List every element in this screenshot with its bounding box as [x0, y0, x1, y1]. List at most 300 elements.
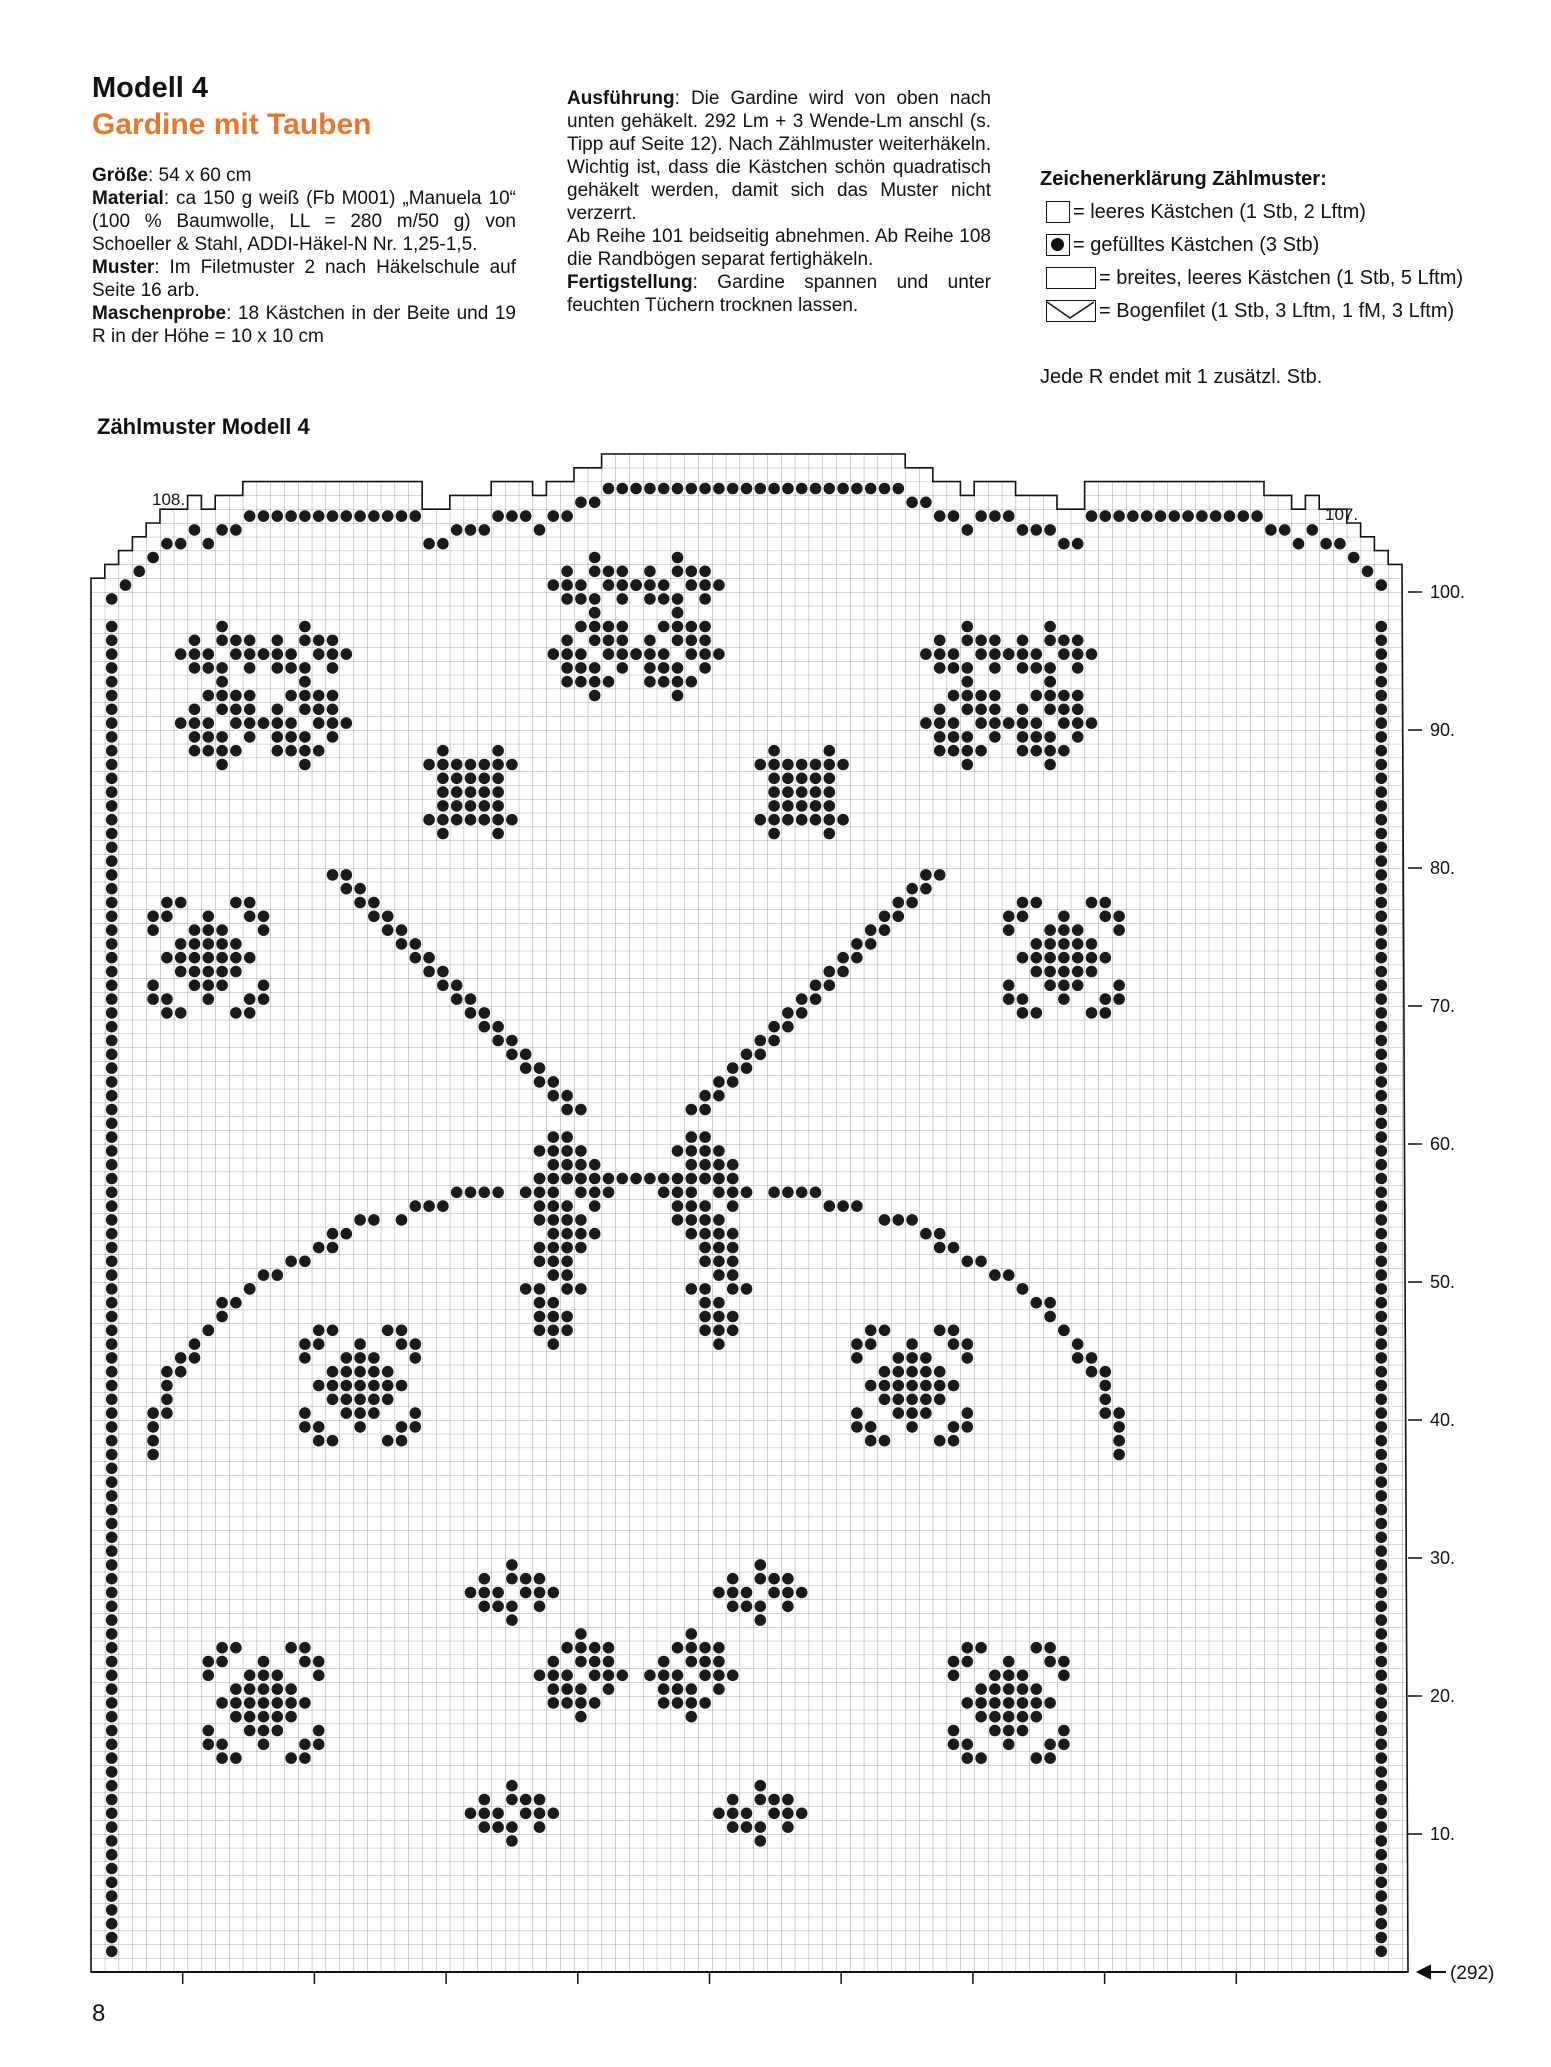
filled-cell [1086, 1352, 1098, 1364]
filled-cell [534, 524, 546, 536]
filled-cell [1017, 1283, 1029, 1295]
filled-cell [341, 717, 353, 729]
filled-cell [575, 1642, 587, 1654]
filled-cell [1100, 1380, 1112, 1392]
filled-cell [1376, 1490, 1388, 1502]
filled-cell [492, 745, 504, 757]
filled-cell [1058, 966, 1070, 978]
filled-cell [575, 1242, 587, 1254]
corner-label-left: 108. [152, 490, 186, 509]
filled-cell [451, 980, 463, 992]
filled-cell [354, 1394, 366, 1406]
filled-cell [106, 855, 118, 867]
filled-cell [796, 800, 808, 812]
filled-cell [106, 1297, 118, 1309]
filled-cell [1072, 731, 1084, 743]
filled-cell [699, 635, 711, 647]
filled-cell [989, 704, 1001, 716]
filled-cell [782, 800, 794, 812]
filled-cell [106, 1711, 118, 1723]
filled-cell [948, 1739, 960, 1751]
filled-cell [658, 1697, 670, 1709]
filled-cell [603, 1670, 615, 1682]
filled-cell [175, 717, 187, 729]
filled-cell [506, 510, 518, 522]
filled-cell [106, 1532, 118, 1544]
filled-cell [934, 1394, 946, 1406]
filled-cell [1058, 1656, 1070, 1668]
filled-cell [575, 621, 587, 633]
filled-cell [1376, 1449, 1388, 1461]
filled-cell [768, 1573, 780, 1585]
filled-cell [1376, 1159, 1388, 1171]
filled-cell [644, 662, 656, 674]
filled-cell [230, 524, 242, 536]
filled-cell [106, 1131, 118, 1143]
filled-cell [106, 1614, 118, 1626]
filled-cell [782, 1808, 794, 1820]
filled-cell [106, 1325, 118, 1337]
filled-cell [686, 579, 698, 591]
filled-cell [934, 1325, 946, 1337]
filled-cell [548, 1173, 560, 1185]
filled-cell [1017, 993, 1029, 1005]
filled-cell [782, 814, 794, 826]
filled-cell [147, 911, 159, 923]
filled-cell [603, 483, 615, 495]
filled-cell [727, 1159, 739, 1171]
filled-cell [1031, 524, 1043, 536]
filled-cell [203, 980, 215, 992]
filled-cell [106, 1145, 118, 1157]
filled-cell [354, 1214, 366, 1226]
filled-cell [851, 483, 863, 495]
filled-cell [534, 1601, 546, 1613]
filled-cell [189, 952, 201, 964]
filled-cell [479, 1007, 491, 1019]
filled-cell [617, 483, 629, 495]
filled-cell [989, 662, 1001, 674]
filled-cell [161, 1007, 173, 1019]
filled-cell [548, 1076, 560, 1088]
row-label: 40. [1430, 1410, 1456, 1430]
filled-cell [699, 1656, 711, 1668]
filled-cell [368, 911, 380, 923]
filled-cell [285, 1256, 297, 1268]
filled-cell [962, 1752, 974, 1764]
filled-cell [327, 1325, 339, 1337]
filled-cell [589, 635, 601, 647]
filled-cell [851, 1200, 863, 1212]
filled-cell [796, 1808, 808, 1820]
filled-cell [686, 1283, 698, 1295]
filled-cell [906, 1352, 918, 1364]
filled-cell [906, 897, 918, 909]
filled-cell [755, 483, 767, 495]
filled-cell [561, 648, 573, 660]
filled-cell [1376, 1725, 1388, 1737]
filled-cell [203, 731, 215, 743]
filled-cell [686, 1683, 698, 1695]
filled-cell [1376, 1366, 1388, 1378]
filled-cell [713, 1214, 725, 1226]
filled-cell [851, 1407, 863, 1419]
filled-cell [327, 1242, 339, 1254]
filled-cell [147, 980, 159, 992]
filled-cell [285, 745, 297, 757]
filled-cell [1017, 717, 1029, 729]
filled-cell [1376, 869, 1388, 881]
filled-cell [713, 648, 725, 660]
filled-cell [796, 786, 808, 798]
filled-cell [216, 676, 228, 688]
filled-cell [106, 869, 118, 881]
filled-cell [989, 690, 1001, 702]
filled-cell [1376, 662, 1388, 674]
filled-cell [1113, 1435, 1125, 1447]
filled-cell [589, 1159, 601, 1171]
filled-cell [1044, 1697, 1056, 1709]
filled-cell [465, 814, 477, 826]
filled-cell [741, 1283, 753, 1295]
filled-cell [906, 1366, 918, 1378]
filled-cell [1376, 1131, 1388, 1143]
filled-cell [1072, 717, 1084, 729]
filled-cell [1376, 635, 1388, 647]
filled-cell [1376, 1918, 1388, 1930]
filled-cell [106, 1407, 118, 1419]
filled-cell [175, 538, 187, 550]
filled-cell [216, 980, 228, 992]
filled-cell [548, 1297, 560, 1309]
filled-cell [975, 635, 987, 647]
filled-cell [106, 786, 118, 798]
filled-cell [920, 1352, 932, 1364]
filled-cell [1017, 1697, 1029, 1709]
filled-cell [258, 1697, 270, 1709]
filled-cell [589, 1187, 601, 1199]
filled-cell [106, 1587, 118, 1599]
filled-cell [106, 1104, 118, 1116]
filled-cell [437, 814, 449, 826]
filled-cell [699, 483, 711, 495]
filled-cell [920, 1394, 932, 1406]
filled-cell [492, 1187, 504, 1199]
filled-cell [1376, 1049, 1388, 1061]
filled-cell [589, 662, 601, 674]
filled-cell [368, 1352, 380, 1364]
filled-cell [699, 621, 711, 633]
filled-cell [1376, 1656, 1388, 1668]
filled-cell [824, 966, 836, 978]
filled-cell [920, 1228, 932, 1240]
filled-cell [299, 1256, 311, 1268]
filled-cell [644, 566, 656, 578]
filled-cell [1072, 648, 1084, 660]
filled-cell [810, 800, 822, 812]
filled-cell [989, 731, 1001, 743]
filled-cell [865, 1325, 877, 1337]
filled-cell [755, 1614, 767, 1626]
filled-cell [203, 662, 215, 674]
filled-cell [948, 1325, 960, 1337]
filled-cell [410, 1421, 422, 1433]
filled-cell [561, 1104, 573, 1116]
filled-cell [630, 579, 642, 591]
filled-cell [948, 1670, 960, 1682]
filled-cell [106, 1118, 118, 1130]
filled-cell [672, 690, 684, 702]
filled-cell [672, 1214, 684, 1226]
filled-cell [106, 717, 118, 729]
filled-cell [934, 635, 946, 647]
start-label: (292) [1450, 1963, 1495, 1984]
filled-cell [658, 1173, 670, 1185]
filled-cell [989, 1697, 1001, 1709]
filled-cell [327, 731, 339, 743]
filled-cell [368, 1366, 380, 1378]
filled-cell [341, 648, 353, 660]
filled-cell [1017, 662, 1029, 674]
filled-cell [548, 1338, 560, 1350]
filled-cell [1086, 717, 1098, 729]
filled-cell [506, 1573, 518, 1585]
filled-cell [1376, 980, 1388, 992]
filled-cell [1279, 524, 1291, 536]
filled-cell [1376, 1007, 1388, 1019]
filled-cell [906, 1338, 918, 1350]
filled-cell [1058, 648, 1070, 660]
filled-cell [230, 1683, 242, 1695]
filled-cell [341, 1228, 353, 1240]
filled-cell [244, 993, 256, 1005]
filled-cell [920, 883, 932, 895]
filled-cell [975, 717, 987, 729]
filled-cell [106, 731, 118, 743]
filled-cell [327, 635, 339, 647]
filled-cell [1031, 966, 1043, 978]
filled-cell [548, 1090, 560, 1102]
filled-cell [106, 1476, 118, 1488]
filled-cell [1100, 1394, 1112, 1406]
filled-cell [686, 648, 698, 660]
filled-cell [382, 1366, 394, 1378]
filled-cell [534, 1200, 546, 1212]
filled-cell [285, 1752, 297, 1764]
filled-cell [534, 1242, 546, 1254]
filled-cell [1003, 1697, 1015, 1709]
filled-cell [1376, 1766, 1388, 1778]
filled-cell [492, 510, 504, 522]
page-number: 8 [92, 2000, 106, 2027]
filled-cell [948, 1380, 960, 1392]
filled-cell [506, 1835, 518, 1847]
filled-cell [230, 938, 242, 950]
filled-cell [1113, 1449, 1125, 1461]
filled-cell [479, 1187, 491, 1199]
filled-cell [451, 786, 463, 798]
filled-cell [975, 745, 987, 757]
filled-cell [906, 1394, 918, 1406]
filled-cell [1376, 1394, 1388, 1406]
filled-cell [534, 1145, 546, 1157]
filled-cell [1376, 1338, 1388, 1350]
filled-cell [699, 1159, 711, 1171]
filled-cell [1376, 773, 1388, 785]
filled-cell [713, 1090, 725, 1102]
filled-cell [216, 1739, 228, 1751]
filled-cell [423, 759, 435, 771]
filled-cell [258, 1683, 270, 1695]
filled-cell [313, 1421, 325, 1433]
filled-cell [244, 662, 256, 674]
filled-cell [1100, 993, 1112, 1005]
filled-cell [465, 1587, 477, 1599]
filled-cell [755, 1573, 767, 1585]
filled-cell [920, 1366, 932, 1378]
filled-cell [865, 1421, 877, 1433]
filled-cell [727, 1794, 739, 1806]
filled-cell [1003, 1739, 1015, 1751]
filled-cell [962, 1739, 974, 1751]
filled-cell [368, 1380, 380, 1392]
filled-cell [1044, 1656, 1056, 1668]
filled-cell [975, 1711, 987, 1723]
filled-cell [534, 1311, 546, 1323]
row-label: 100. [1430, 582, 1466, 602]
legend-item-wide: = breites, leeres Kästchen (1 Stb, 5 Lftm) [1046, 264, 1463, 292]
filled-cell [258, 980, 270, 992]
filled-cell [837, 1200, 849, 1212]
filled-cell [230, 1711, 242, 1723]
filled-cell [589, 1173, 601, 1185]
filled-cell [465, 1808, 477, 1820]
filled-cell [699, 579, 711, 591]
filled-cell [1017, 1725, 1029, 1737]
filled-cell [437, 800, 449, 812]
filled-cell [1031, 731, 1043, 743]
filled-cell [1017, 897, 1029, 909]
filled-cell [1031, 1711, 1043, 1723]
filled-cell [1017, 635, 1029, 647]
filled-cell [1031, 690, 1043, 702]
filled-cell [658, 662, 670, 674]
filled-cell [1100, 911, 1112, 923]
filled-cell [106, 1573, 118, 1585]
filled-cell [285, 510, 297, 522]
filled-cell [1376, 1573, 1388, 1585]
filled-cell [934, 704, 946, 716]
filled-cell [644, 648, 656, 660]
filled-cell [561, 1283, 573, 1295]
filled-cell [920, 648, 932, 660]
filled-cell [810, 483, 822, 495]
filled-cell [410, 1338, 422, 1350]
filled-cell [203, 938, 215, 950]
filled-cell [879, 911, 891, 923]
filled-cell [106, 635, 118, 647]
filled-cell [1031, 1683, 1043, 1695]
filled-cell [258, 1656, 270, 1668]
filled-cell [230, 897, 242, 909]
filled-cell [1031, 745, 1043, 757]
filled-cell [189, 731, 201, 743]
filled-cell [1376, 1794, 1388, 1806]
filled-cell [672, 607, 684, 619]
filled-cell [106, 842, 118, 854]
filled-cell [948, 510, 960, 522]
filled-cell [989, 635, 1001, 647]
filled-cell [203, 993, 215, 1005]
filled-cell [686, 1173, 698, 1185]
filled-cell [575, 648, 587, 660]
filled-cell [617, 635, 629, 647]
filled-cell [106, 1228, 118, 1240]
filled-cell [465, 1187, 477, 1199]
filled-cell [1293, 538, 1305, 550]
filled-cell [189, 635, 201, 647]
filled-cell [272, 648, 284, 660]
filled-cell [727, 1283, 739, 1295]
filled-cell [272, 1725, 284, 1737]
row-label: 70. [1430, 996, 1456, 1016]
filled-cell [396, 1435, 408, 1447]
filled-cell [285, 717, 297, 729]
filled-cell [534, 1187, 546, 1199]
filled-cell [1376, 1601, 1388, 1613]
filled-cell [479, 1021, 491, 1033]
filled-cell [589, 497, 601, 509]
filled-cell [1169, 510, 1181, 522]
filled-cell [451, 524, 463, 536]
filled-cell [782, 1794, 794, 1806]
filled-cell [851, 938, 863, 950]
filled-cell [1044, 731, 1056, 743]
filled-cell [244, 1007, 256, 1019]
filled-cell [1362, 566, 1374, 578]
filled-cell [175, 1007, 187, 1019]
filled-cell [106, 1394, 118, 1406]
filled-cell [230, 1697, 242, 1709]
filled-cell [699, 1256, 711, 1268]
filled-cell [575, 1145, 587, 1157]
filled-cell [989, 510, 1001, 522]
filled-cell [423, 952, 435, 964]
filled-cell [561, 676, 573, 688]
filled-cell [713, 1311, 725, 1323]
filled-cell [313, 690, 325, 702]
filled-cell [561, 1242, 573, 1254]
filled-cell [258, 510, 270, 522]
filled-cell [299, 1642, 311, 1654]
filled-cell [106, 1877, 118, 1889]
filled-cell [962, 704, 974, 716]
filled-cell [1376, 1808, 1388, 1820]
filled-cell [796, 814, 808, 826]
filled-cell [1376, 1380, 1388, 1392]
filled-cell [1100, 1366, 1112, 1378]
filled-cell [216, 1656, 228, 1668]
filled-cell [285, 1711, 297, 1723]
filled-cell [589, 566, 601, 578]
filled-cell [216, 1642, 228, 1654]
filled-cell [106, 676, 118, 688]
filled-cell [1113, 1407, 1125, 1419]
filled-cell [203, 1670, 215, 1682]
filled-cell [934, 1228, 946, 1240]
filled-cell [672, 1670, 684, 1682]
filled-cell [534, 1670, 546, 1682]
